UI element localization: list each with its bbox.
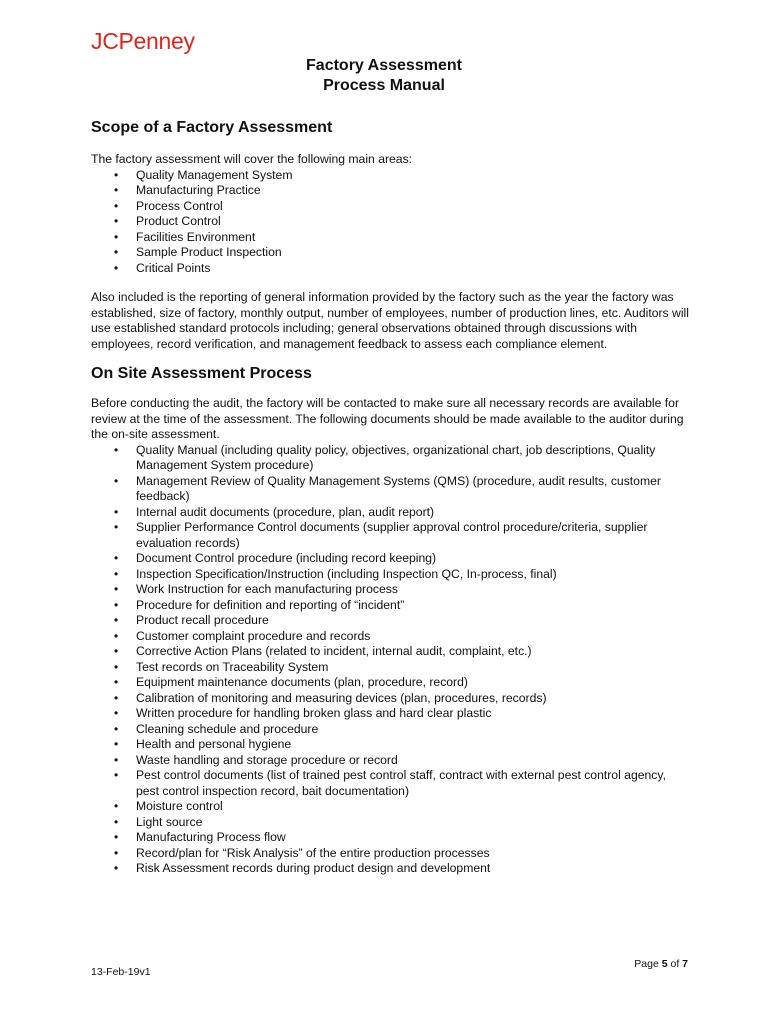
bullet-icon: • bbox=[114, 504, 119, 519]
document-item-text: Supplier Performance Control documents (supplier approval control procedure/criteria, supplier evaluation records) bbox=[136, 520, 648, 550]
document-item-text: Customer complaint procedure and records bbox=[136, 628, 371, 643]
bullet-icon: • bbox=[114, 737, 119, 751]
document-item-text: Management Review of Quality Management Systems (QMS) (procedure, audit results, customer feedback) bbox=[136, 473, 661, 503]
scope-area-item bbox=[91, 168, 691, 184]
bullet-icon: • bbox=[114, 799, 119, 813]
page-mid: of bbox=[667, 958, 683, 970]
bullet-icon: • bbox=[114, 520, 119, 534]
bullet-icon: • bbox=[114, 690, 119, 705]
document-item-text: Written procedure for handling broken glass and hard clear plastic bbox=[136, 706, 492, 720]
document-item bbox=[91, 722, 691, 738]
document-item bbox=[91, 443, 691, 474]
document-item-text: Document Control procedure (including record keeping) bbox=[136, 551, 437, 565]
bullet-icon: • bbox=[114, 442, 119, 457]
bullet-icon: • bbox=[114, 752, 119, 767]
bullet-icon: • bbox=[114, 845, 119, 860]
document-item-text: Waste handling and storage procedure or record bbox=[136, 752, 398, 767]
document-item bbox=[91, 644, 691, 660]
scope-area-item bbox=[91, 183, 691, 199]
footer-date: 13-Feb-19v1 bbox=[91, 966, 151, 978]
document-item-text: Health and personal hygiene bbox=[136, 737, 292, 751]
document-item-text: Inspection Specification/Instruction (including Inspection QC, In-process, final) bbox=[136, 566, 557, 581]
document-item-text: Work Instruction for each manufacturing process bbox=[136, 582, 398, 596]
document-item-text: Procedure for definition and reporting of “incident” bbox=[136, 597, 405, 612]
document-item-text: Product recall procedure bbox=[136, 613, 269, 627]
document-item-text: Record/plan for “Risk Analysis” of the entire production processes bbox=[136, 845, 490, 860]
bullet-icon: • bbox=[114, 167, 119, 182]
document-title bbox=[0, 56, 768, 96]
bullet-icon: • bbox=[114, 260, 119, 275]
document-item bbox=[91, 675, 691, 691]
document-item bbox=[91, 660, 691, 676]
page-current: 5 bbox=[661, 958, 668, 970]
bullet-icon: • bbox=[114, 183, 119, 197]
scope-area-item-text: Quality Management System bbox=[136, 167, 293, 182]
bullet-icon: • bbox=[114, 613, 119, 627]
document-item-text: Internal audit documents (procedure, plan, audit report) bbox=[136, 504, 435, 519]
scope-area-item-text: Facilities Environment bbox=[136, 229, 256, 244]
title-line-1: Factory Assessment bbox=[306, 57, 462, 74]
bullet-icon: • bbox=[114, 582, 119, 596]
scope-area-item-text: Critical Points bbox=[136, 260, 211, 275]
document-item bbox=[91, 799, 691, 815]
bullet-icon: • bbox=[114, 551, 119, 565]
document-item bbox=[91, 474, 691, 505]
bullet-icon: • bbox=[114, 721, 119, 736]
document-item bbox=[91, 520, 691, 551]
document-item-text: Cleaning schedule and procedure bbox=[136, 721, 319, 736]
document-item-text: Corrective Action Plans (related to incident, internal audit, complaint, etc.) bbox=[136, 644, 532, 658]
bullet-icon: • bbox=[114, 861, 119, 875]
scope-area-item bbox=[91, 199, 691, 215]
document-item-text: Equipment maintenance documents (plan, procedure, record) bbox=[136, 675, 468, 689]
scope-area-item-text: Process Control bbox=[136, 198, 223, 213]
document-item bbox=[91, 691, 691, 707]
document-item-text: Calibration of monitoring and measuring devices (plan, procedures, records) bbox=[136, 690, 547, 705]
onsite-documents-list bbox=[91, 443, 691, 877]
document-item-text: Moisture control bbox=[136, 799, 223, 813]
document-item bbox=[91, 861, 691, 877]
document-item-text: Test records on Traceability System bbox=[136, 659, 329, 674]
scope-area-item bbox=[91, 230, 691, 246]
onsite-heading: On Site Assessment Process bbox=[91, 365, 312, 382]
page-total: 7 bbox=[682, 958, 688, 970]
bullet-icon: • bbox=[114, 245, 119, 259]
bullet-icon: • bbox=[114, 830, 119, 844]
bullet-icon: • bbox=[114, 566, 119, 581]
page-prefix: Page bbox=[634, 958, 662, 970]
document-item bbox=[91, 737, 691, 753]
document-item-text: Manufacturing Process flow bbox=[136, 830, 286, 844]
bullet-icon: • bbox=[114, 229, 119, 244]
scope-areas-list bbox=[91, 168, 691, 277]
scope-area-item-text: Manufacturing Practice bbox=[136, 183, 261, 197]
scope-area-item-text: Sample Product Inspection bbox=[136, 245, 282, 259]
document-item bbox=[91, 551, 691, 567]
bullet-icon: • bbox=[114, 628, 119, 643]
document-item bbox=[91, 846, 691, 862]
scope-area-item bbox=[91, 245, 691, 261]
bullet-icon: • bbox=[114, 214, 119, 228]
scope-area-item-text: Product Control bbox=[136, 214, 221, 228]
document-item-text: Quality Manual (including quality policy, objectives, organizational chart, job descriptions, Quality Management System procedure) bbox=[136, 442, 656, 472]
document-item bbox=[91, 753, 691, 769]
jcpenney-logo: JCPenney bbox=[91, 28, 195, 54]
document-item bbox=[91, 582, 691, 598]
bullet-icon: • bbox=[114, 597, 119, 612]
bullet-icon: • bbox=[114, 473, 119, 488]
document-item-text: Risk Assessment records during product design and development bbox=[136, 861, 491, 875]
title-line-2: Process Manual bbox=[323, 77, 445, 94]
document-item bbox=[91, 830, 691, 846]
bullet-icon: • bbox=[114, 768, 119, 782]
document-item bbox=[91, 768, 691, 799]
document-item bbox=[91, 706, 691, 722]
bullet-icon: • bbox=[114, 706, 119, 720]
onsite-intro: Before conducting the audit, the factory will be contacted to make sure all necessary records are available for review at the time of the assessment. The following documents should be made available to the auditor during the on-site assessment. bbox=[91, 396, 684, 441]
scope-heading: Scope of a Factory Assessment bbox=[91, 119, 333, 136]
scope-intro: The factory assessment will cover the following main areas: bbox=[91, 152, 413, 166]
document-item bbox=[91, 629, 691, 645]
document-item bbox=[91, 505, 691, 521]
scope-area-item bbox=[91, 261, 691, 277]
document-item-text: Light source bbox=[136, 814, 203, 829]
footer-page-number bbox=[634, 958, 688, 970]
bullet-icon: • bbox=[114, 644, 119, 658]
bullet-icon: • bbox=[114, 675, 119, 689]
document-item bbox=[91, 815, 691, 831]
document-item-text: Pest control documents (list of trained pest control staff, contract with external pest control agency, pest control inspection record, bait documentation) bbox=[136, 768, 666, 798]
document-item bbox=[91, 567, 691, 583]
scope-paragraph: Also included is the reporting of general information provided by the factory such as the year the factory was established, size of factory, monthly output, number of employees, number of production lines, etc. Auditors will use established standard protocols including; general observations obtained through discussions with employees, record verification, and management feedback to assess each compliance element. bbox=[91, 290, 689, 351]
bullet-icon: • bbox=[114, 814, 119, 829]
document-item bbox=[91, 598, 691, 614]
bullet-icon: • bbox=[114, 659, 119, 674]
bullet-icon: • bbox=[114, 198, 119, 213]
scope-area-item bbox=[91, 214, 691, 230]
document-item bbox=[91, 613, 691, 629]
document-body bbox=[91, 118, 691, 877]
